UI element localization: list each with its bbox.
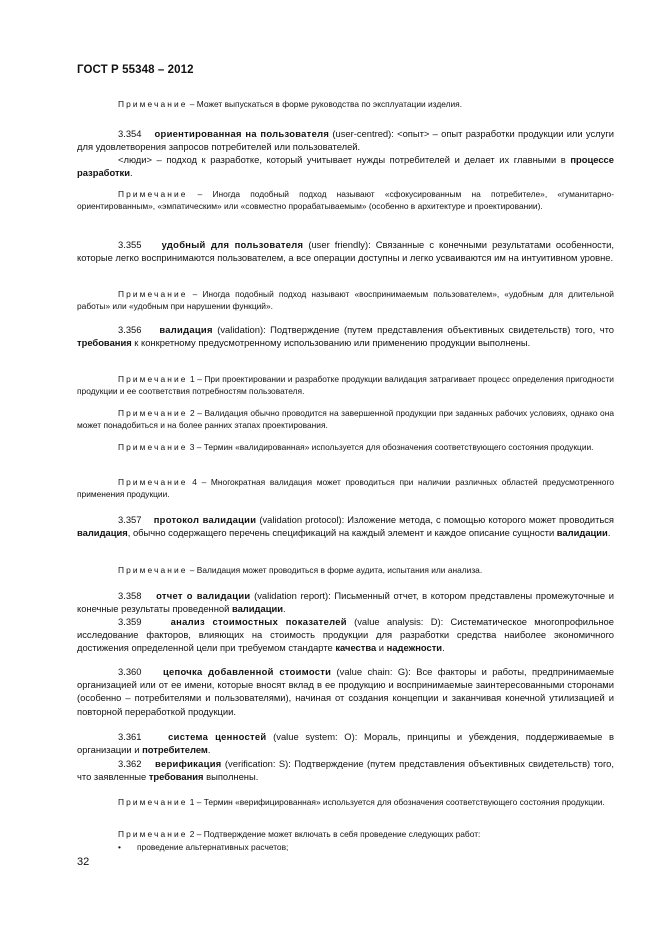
term: протокол валидации	[153, 514, 257, 525]
entry-number: 3.360	[118, 666, 142, 677]
note-label: Примечание	[118, 565, 188, 575]
term: цепочка добавленной стоимости	[162, 666, 332, 677]
definition: (validation protocol): Изложение метода, с помощью которого может проводиться	[256, 514, 615, 525]
note	[77, 564, 614, 576]
term-entry-3354	[77, 127, 614, 153]
term: валидация	[159, 324, 213, 335]
term: ориентированная на пользователя	[154, 128, 330, 139]
term: верификация	[155, 758, 222, 769]
entry-number: 3.362	[118, 758, 142, 769]
note	[77, 288, 614, 312]
note-text: – Валидация может проводиться в форме аудита, испытания или анализа.	[187, 565, 483, 575]
note-label: Примечание	[118, 408, 188, 418]
note-label: Примечание	[118, 374, 188, 384]
term-entry-3354-part2	[77, 153, 614, 179]
entry-number: 3.359	[118, 616, 142, 627]
note-label: Примечание	[118, 442, 188, 452]
note-text: 2 – Подтверждение может включать в себя проведение следующих работ:	[187, 829, 481, 839]
term: удобный для пользователя	[161, 239, 304, 250]
definition-end: .	[607, 527, 611, 539]
term-entry-3362	[77, 757, 614, 783]
entry-number: 3.356	[118, 324, 142, 335]
definition-end: к конкретному предусмотренному использованию или применению продукции выполнены.	[131, 337, 531, 349]
note-text: 1 – Термин «верифицированная» используется для обозначения соответствующего состояния продукции.	[187, 797, 605, 807]
definition-end: .	[282, 603, 286, 615]
note-text: – Иногда подобный подход называют «воспринимаемым пользователем», «удобным для длительной работы» или «удобным при нарушении функций».	[77, 289, 614, 311]
note-label: Примечание	[118, 477, 188, 487]
definition: (value chain: G): Все факторы и работы, предпринимаемые организацией или от ее имени, которые вносят вклад в ее продукцию и воспринимаемые заинтересованными сторонами (особенно – потребителями и пользователями), начиная от создания концепции и заканчивая конечной утилизацией и повторной переработкой продукции.	[77, 666, 614, 717]
entry-number: 3.354	[118, 128, 142, 139]
note	[77, 441, 614, 453]
definition-end: выполнены.	[203, 771, 259, 783]
term-reference: потребителем	[142, 744, 208, 756]
term-reference: валидации	[231, 603, 283, 615]
term-reference: процессе разработки	[77, 154, 614, 179]
entry-number: 3.357	[118, 514, 142, 525]
note	[77, 98, 614, 110]
document-header: ГОСТ Р 55348 – 2012	[77, 64, 194, 76]
bullet-icon: •	[118, 842, 121, 852]
note	[77, 476, 614, 500]
term-reference: качества	[335, 642, 377, 654]
definition: (verification: S): Подтверждение (путем представления объективных свидетельств) того, что заявленные	[77, 758, 614, 783]
note	[77, 796, 614, 808]
note-text: – Может выпускаться в форме руководства по эксплуатации изделия.	[187, 99, 463, 109]
definition: , обычно содержащего перечень спецификаций на каждый элемент и каждое описание сущности	[127, 527, 557, 539]
term-entry-3361	[77, 730, 614, 756]
term-reference: валидация	[77, 527, 128, 539]
entry-number: 3.361	[118, 731, 142, 742]
note	[77, 407, 614, 431]
term-entry-3360	[77, 665, 614, 718]
term-reference: надежности	[386, 642, 443, 654]
note-text: 1 – При проектировании и разработке продукции валидация затрагивает процесс определения пригодности продукции и ее соответствия потребностям пользователя.	[77, 374, 614, 396]
definition: и	[376, 642, 387, 654]
term-entry-3357	[77, 513, 614, 539]
term-reference: валидации	[556, 527, 608, 539]
note-label: Примечание	[118, 797, 188, 807]
term: анализ стоимостных показателей	[170, 616, 347, 627]
entry-number: 3.355	[118, 239, 142, 250]
note-text: 2 – Валидация обычно проводится на завершенной продукции при заданных рабочих условиях, однако она может понадобиться и на более ранних этапах проектирования.	[77, 408, 614, 430]
note-label: Примечание	[118, 289, 188, 299]
definition: (value analysis: D): Систематическое многопрофильное исследование факторов, влияющих на стоимость продукции для разработки средства наиболее экономичного достижения определенной цели при требуемом стандарте	[77, 616, 614, 654]
note	[77, 828, 614, 840]
note	[77, 188, 614, 212]
page-number: 32	[77, 856, 90, 868]
note-text: – Иногда подобный подход называют «сфокусированным на потребителе», «гуманитарно-ориентированным», «эмпатическим» или «совместно прорабатываемым» (особенно в архитектуре и проектировании).	[77, 189, 614, 211]
note-label: Примечание	[118, 829, 188, 839]
definition-end: .	[442, 642, 445, 654]
term-reference: требования	[77, 337, 132, 349]
definition: (value system: O): Мораль, принципы и убеждения, поддерживаемые в организации и	[77, 731, 615, 756]
definition: <люди> – подход к разработке, который учитывает нужды потребителей и делает их главными в	[118, 154, 571, 165]
note-text: 4 – Многократная валидация может проводиться при наличии различных областей предусмотренного применения продукции.	[77, 477, 614, 499]
term: система ценностей	[168, 731, 267, 742]
note-label: Примечание	[118, 99, 188, 109]
term-entry-3358	[77, 589, 614, 615]
bullet-item: проведение альтернативных расчетов;	[137, 842, 289, 852]
definition: (user-centred): <опыт> – опыт разработки продукции или услуги для удовлетворения запросов потребителей или пользователей.	[77, 128, 614, 153]
note	[77, 373, 614, 397]
term-entry-3355	[77, 238, 614, 264]
note-label: Примечание	[118, 189, 188, 199]
definition: (validation report): Письменный отчет, в котором представлены промежуточные и конечные результаты проведенной	[77, 590, 615, 615]
term-reference: требования	[148, 771, 204, 783]
definition-end: .	[130, 167, 133, 179]
definition: (validation): Подтверждение (путем представления объективных свидетельств) того, что	[212, 324, 615, 335]
term-entry-3356	[77, 323, 614, 349]
term: отчет о валидации	[156, 590, 251, 601]
definition-end: .	[207, 744, 211, 756]
entry-number: 3.358	[118, 590, 142, 601]
note-text: 3 – Термин «валидированная» используется для обозначения соответствующего состояния продукции.	[187, 442, 594, 452]
term-entry-3359	[77, 615, 614, 655]
definition: (user friendly): Связанные с конечными результатами особенности, которые легко воспринимаются пользователем, а все операции доступны и легко усваиваются им на интуитивном уровне.	[77, 239, 614, 264]
